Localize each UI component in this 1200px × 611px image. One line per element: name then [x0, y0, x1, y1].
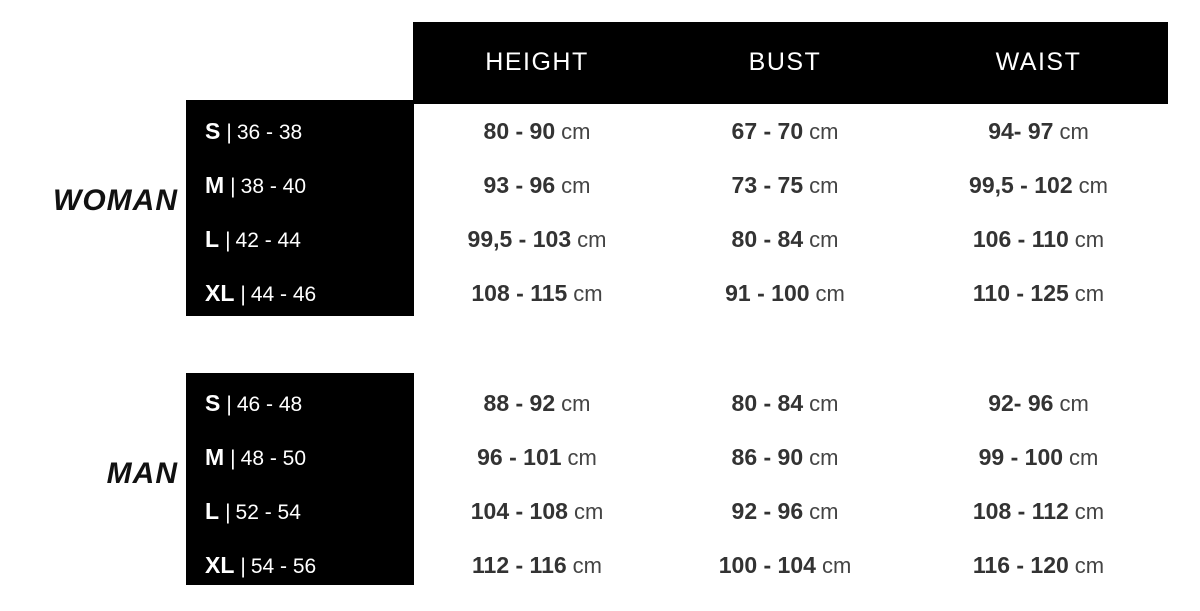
value-height: 108 - 115 cm [471, 280, 603, 306]
size-label: S [205, 118, 221, 144]
value-bust: 73 - 75 cm [731, 172, 839, 198]
table-row [0, 430, 1200, 484]
column-header-height: HEIGHT [485, 48, 589, 76]
size-label: M [205, 172, 225, 198]
value-waist: 99,5 - 102 cm [969, 172, 1108, 198]
value-waist: 110 - 125 cm [972, 280, 1105, 306]
size-cell [186, 538, 414, 592]
size-range: 38 - 40 [240, 175, 307, 198]
size-separator: | [226, 121, 232, 144]
size-label: L [205, 226, 220, 252]
value-bust: 92 - 96 cm [731, 498, 839, 524]
size-label: XL [205, 280, 235, 306]
size-cell [186, 104, 414, 158]
size-separator: | [230, 447, 236, 470]
table-row [0, 266, 1200, 320]
value-bust: 80 - 84 cm [731, 226, 839, 252]
size-label: XL [205, 552, 235, 578]
table-row [0, 212, 1200, 266]
size-cell [186, 430, 414, 484]
size-cell [186, 158, 414, 212]
value-height: 80 - 90 cm [483, 118, 591, 144]
value-bust: 67 - 70 cm [731, 118, 839, 144]
size-separator: | [225, 501, 231, 524]
group-title-woman: WOMAN [53, 184, 178, 217]
size-label: M [205, 444, 225, 470]
value-height: 93 - 96 cm [483, 172, 591, 198]
size-separator: | [226, 393, 232, 416]
size-cell [186, 484, 414, 538]
size-range: 46 - 48 [236, 393, 303, 416]
size-separator: | [240, 283, 246, 306]
size-range: 48 - 50 [240, 447, 307, 470]
table-row [0, 484, 1200, 538]
size-range: 44 - 46 [250, 283, 317, 306]
value-waist: 94- 97 cm [988, 118, 1089, 144]
value-bust: 91 - 100 cm [725, 280, 845, 306]
size-range: 36 - 38 [236, 121, 303, 144]
table-row [0, 376, 1200, 430]
size-cell [186, 212, 414, 266]
size-cell [186, 266, 414, 320]
value-waist: 108 - 112 cm [972, 498, 1105, 524]
size-range: 54 - 56 [250, 555, 317, 578]
table-row [0, 538, 1200, 592]
table-row [0, 104, 1200, 158]
group-title-man: MAN [106, 457, 178, 490]
value-height: 88 - 92 cm [483, 390, 591, 416]
value-height: 96 - 101 cm [477, 444, 597, 470]
size-separator: | [225, 229, 231, 252]
value-bust: 86 - 90 cm [731, 444, 839, 470]
size-separator: | [230, 175, 236, 198]
value-bust: 100 - 104 cm [718, 552, 852, 578]
value-height: 104 - 108 cm [470, 498, 604, 524]
size-range: 52 - 54 [235, 501, 301, 524]
column-header-waist: WAIST [995, 48, 1082, 76]
value-waist: 106 - 110 cm [972, 226, 1105, 252]
size-cell [186, 376, 414, 430]
value-waist: 92- 96 cm [988, 390, 1089, 416]
size-separator: | [240, 555, 246, 578]
value-height: 112 - 116 cm [472, 552, 602, 578]
column-header-bust: BUST [748, 48, 822, 76]
value-bust: 80 - 84 cm [731, 390, 839, 416]
size-label: S [205, 390, 221, 416]
table-row [0, 158, 1200, 212]
value-waist: 99 - 100 cm [978, 444, 1099, 470]
value-height: 99,5 - 103 cm [467, 226, 607, 252]
size-label: L [205, 498, 220, 524]
value-waist: 116 - 120 cm [972, 552, 1105, 578]
size-range: 42 - 44 [235, 229, 301, 252]
